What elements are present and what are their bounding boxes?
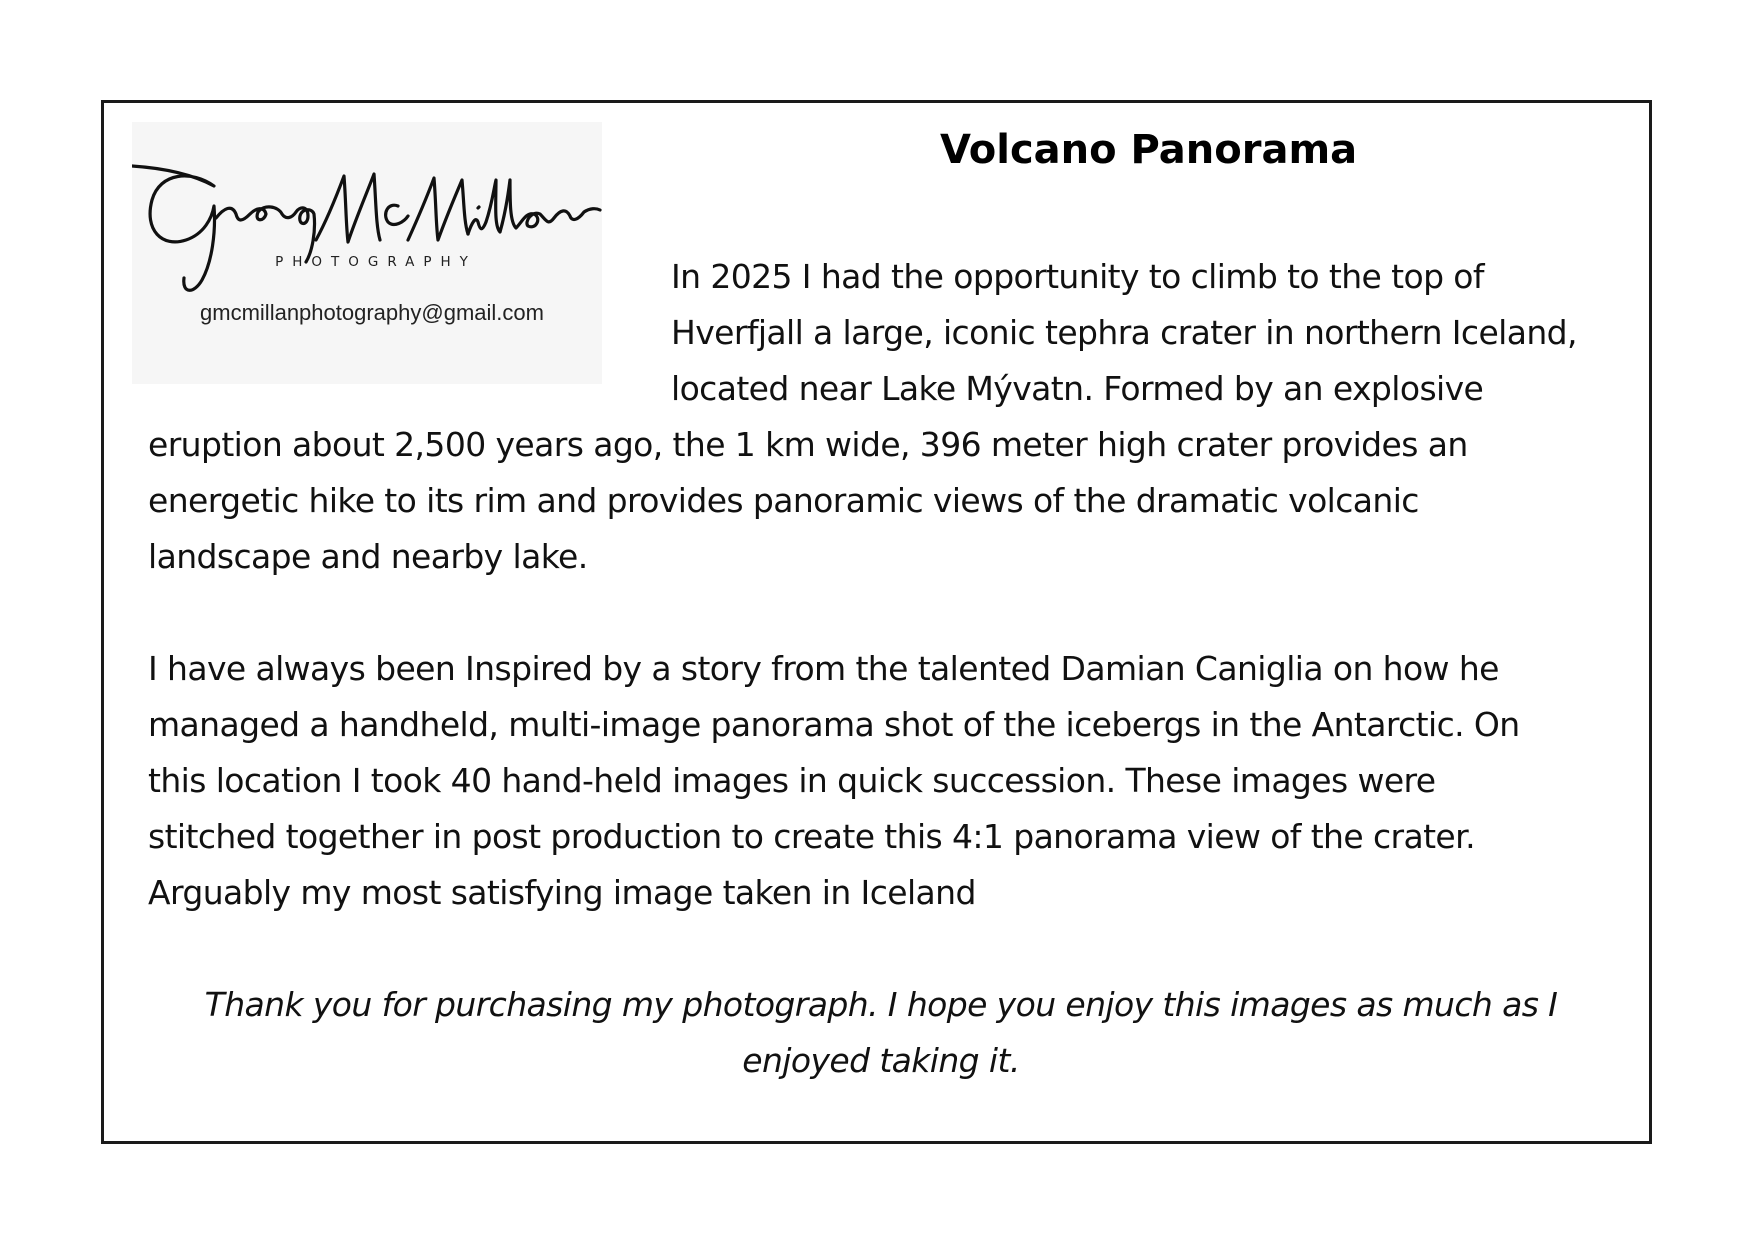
paragraph1-line: located near Lake Mývatn. Formed by an explosive [671,369,1484,408]
paragraph1-line: Hverfjall a large, iconic tephra crater in northern Iceland, [671,313,1577,352]
paragraph2-line: stitched together in post production to create this 4:1 panorama view of the crater. [148,817,1475,856]
paragraph1-line: eruption about 2,500 years ago, the 1 km wide, 396 meter high crater provides an [148,425,1468,464]
paragraph1-line: landscape and nearby lake. [148,537,588,576]
thank-you-line: Thank you for purchasing my photograph. I hope you enjoy this images as much as I [204,985,1558,1024]
paragraph2-line: managed a handheld, multi-image panorama shot of the icebergs in the Antarctic. On [148,705,1520,744]
paragraph2-line: I have always been Inspired by a story from the talented Damian Caniglia on how he [148,649,1499,688]
paragraph2-line: this location I took 40 hand-held images in quick succession. These images were [148,761,1436,800]
logo-subtitle: PHOTOGRAPHY [275,254,477,270]
page-title: Volcano Panorama [940,127,1358,173]
paragraph1-line: energetic hike to its rim and provides panoramic views of the dramatic volcanic [148,481,1419,520]
photographer-logo [132,122,602,384]
logo-email: gmcmillanphotography@gmail.com [200,300,544,325]
thank-you-line: enjoyed taking it. [742,1041,1020,1080]
signature-graphic [132,122,602,384]
paragraph2-line: Arguably my most satisfying image taken in Iceland [148,873,976,912]
paragraph1-line: In 2025 I had the opportunity to climb to the top of [671,257,1484,296]
